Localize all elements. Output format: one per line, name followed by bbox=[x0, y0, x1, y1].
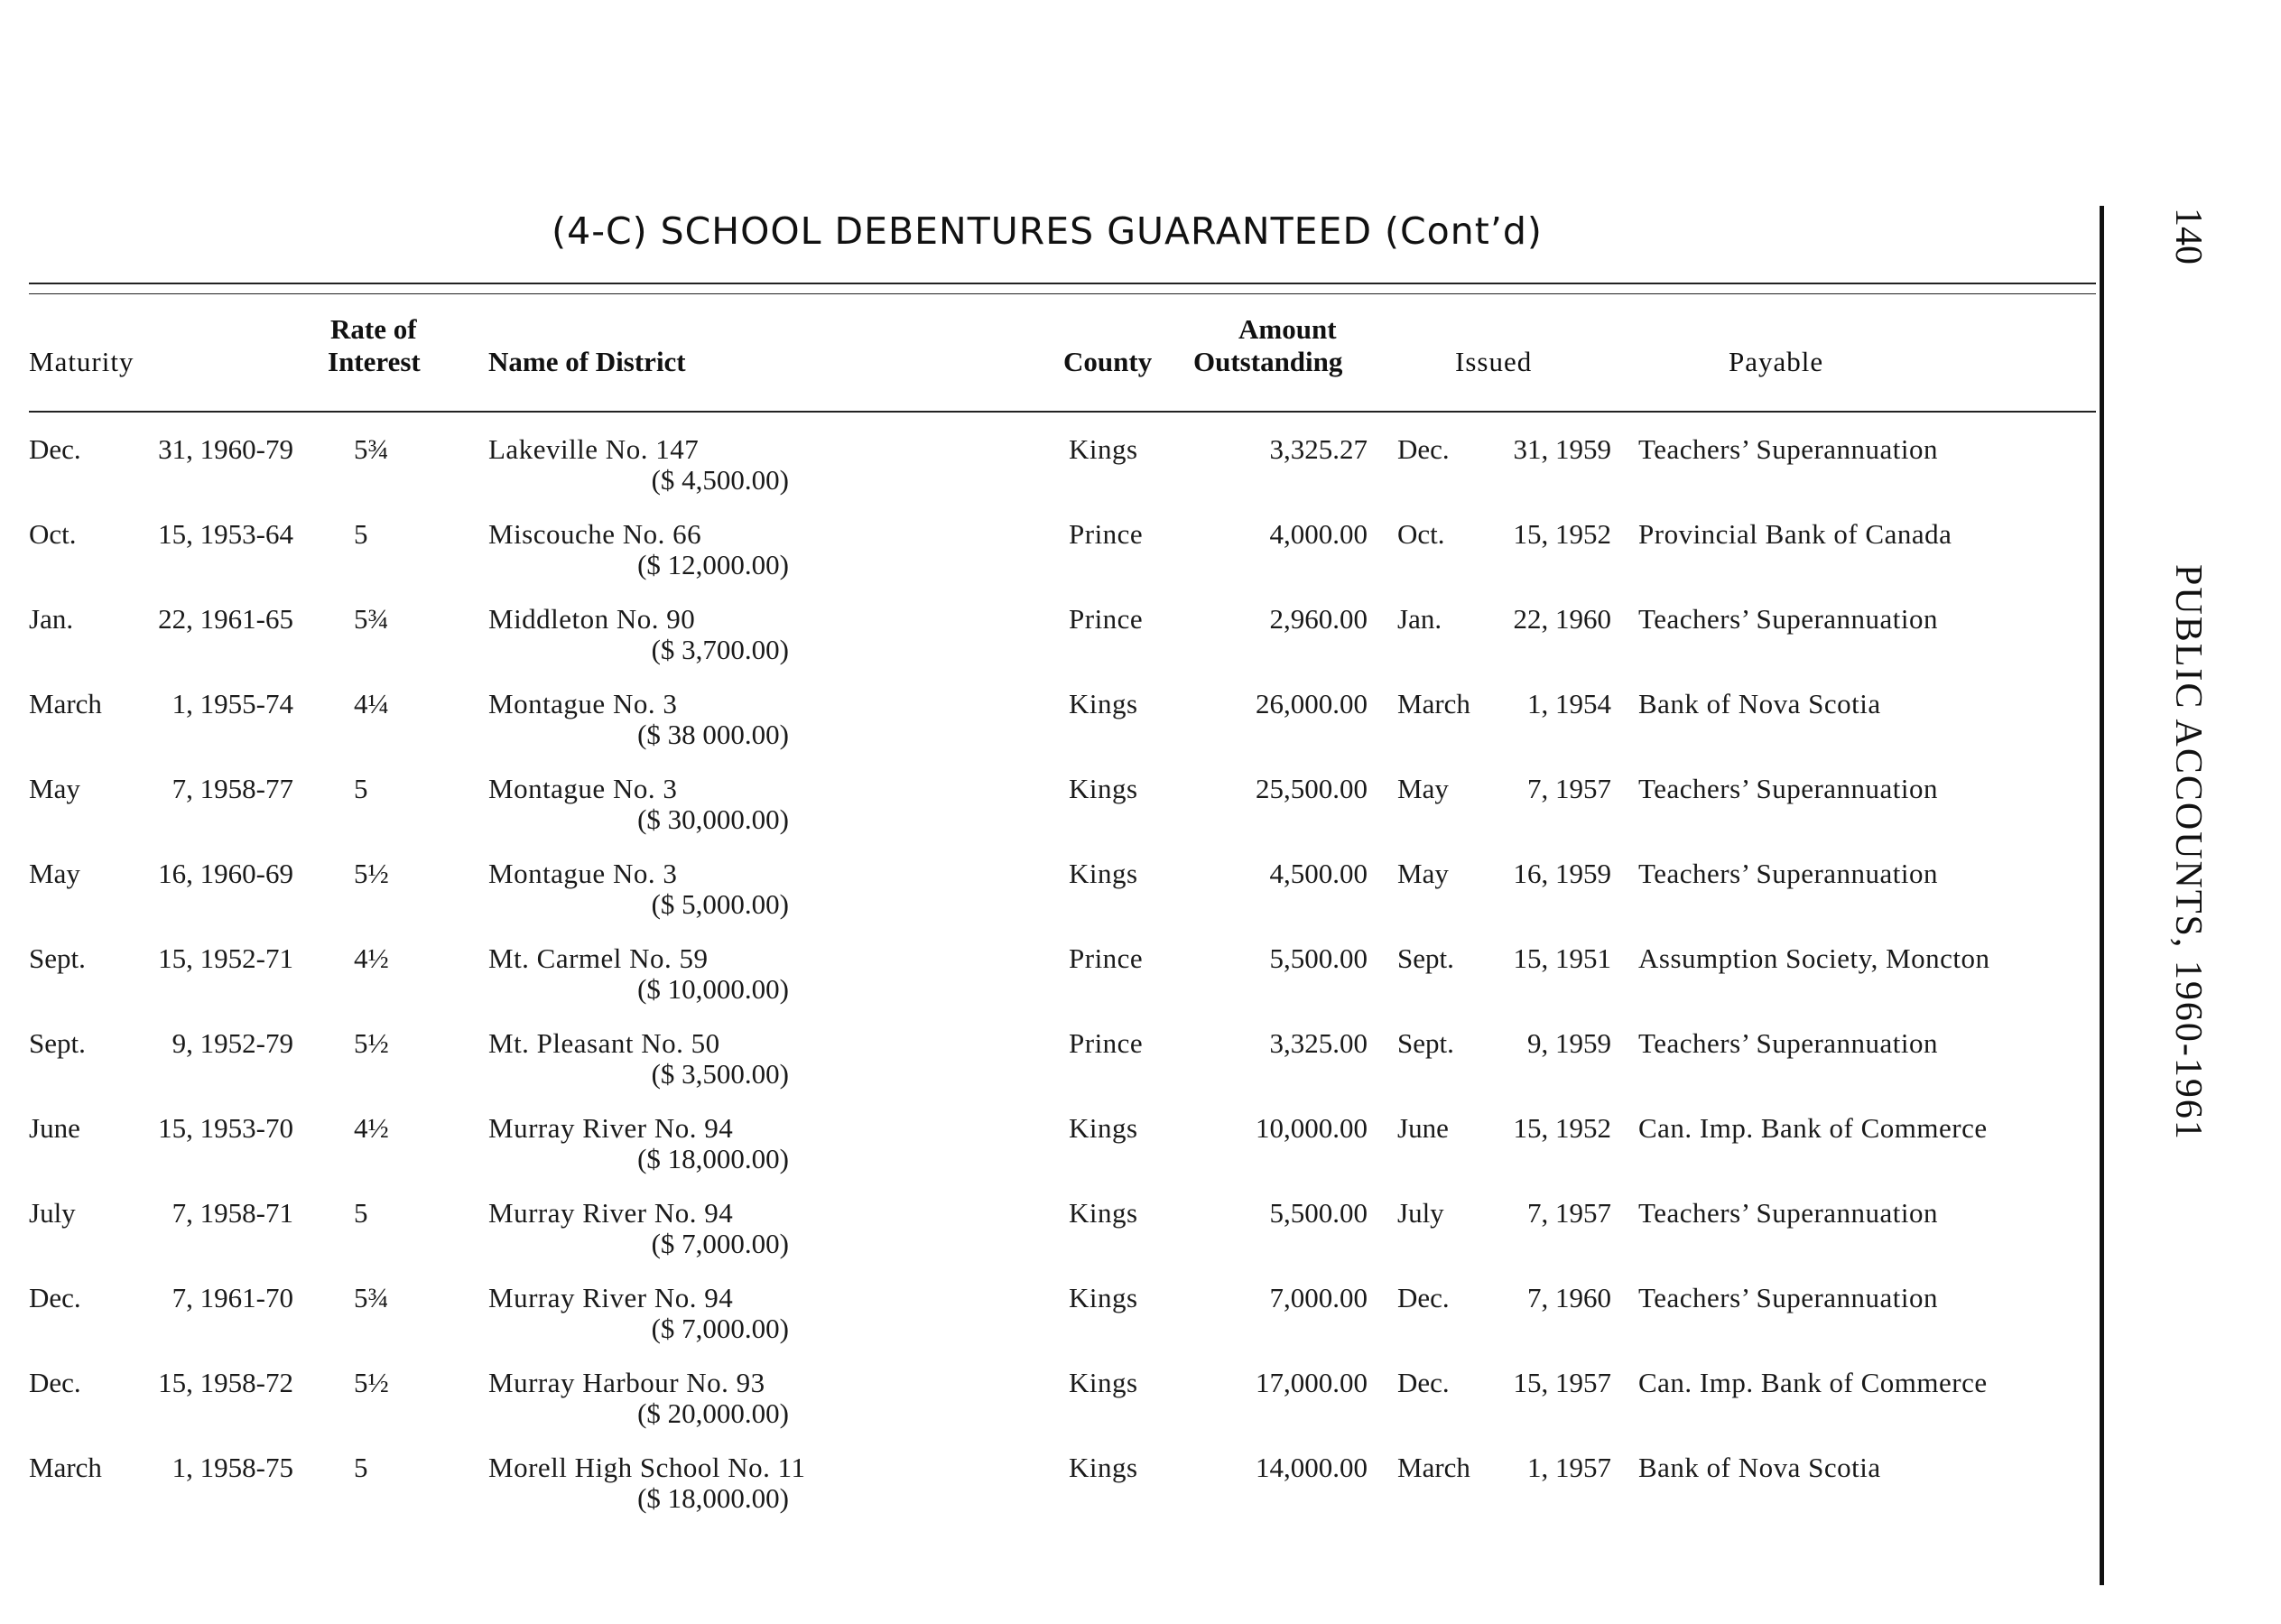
amount-outstanding: 4,500.00 bbox=[1269, 858, 1368, 889]
maturity-years: 7, 1961-70 bbox=[172, 1282, 293, 1313]
payable-to: Teachers’ Superannuation bbox=[1638, 1282, 1939, 1313]
amount-outstanding: 14,000.00 bbox=[1256, 1452, 1368, 1483]
payable-to: Teachers’ Superannuation bbox=[1638, 1197, 1939, 1229]
maturity-month: Jan. bbox=[29, 603, 74, 635]
interest-rate: 5 bbox=[354, 1452, 368, 1483]
original-amount: ($ 3,700.00) bbox=[651, 634, 789, 665]
district-name: Lakeville No. 147 bbox=[488, 433, 700, 465]
amount-outstanding: 3,325.00 bbox=[1269, 1027, 1368, 1059]
district-name: Mt. Pleasant No. 50 bbox=[488, 1027, 720, 1059]
payable-to: Can. Imp. Bank of Commerce bbox=[1638, 1112, 1988, 1144]
interest-rate: 4¼ bbox=[354, 688, 389, 719]
original-amount: ($ 20,000.00) bbox=[637, 1397, 789, 1429]
county: Kings bbox=[1069, 433, 1138, 465]
table-row bbox=[0, 1367, 2112, 1448]
payable-to: Teachers’ Superannuation bbox=[1638, 773, 1939, 804]
original-amount: ($ 10,000.00) bbox=[637, 973, 789, 1005]
district-name: Montague No. 3 bbox=[488, 688, 678, 719]
amount-outstanding: 5,500.00 bbox=[1269, 942, 1368, 974]
maturity-month: Sept. bbox=[29, 942, 86, 974]
interest-rate: 5½ bbox=[354, 1367, 389, 1398]
maturity-month: May bbox=[29, 773, 80, 804]
header-rate-line1: Rate of bbox=[330, 313, 417, 345]
header-amount-line1: Amount bbox=[1238, 313, 1337, 345]
header-maturity: Maturity bbox=[29, 346, 134, 377]
issued-date: 15, 1957 bbox=[1513, 1367, 1611, 1398]
maturity-month: Oct. bbox=[29, 518, 77, 550]
payable-to: Can. Imp. Bank of Commerce bbox=[1638, 1367, 1988, 1398]
district-name: Miscouche No. 66 bbox=[488, 518, 702, 550]
issued-date: 15, 1951 bbox=[1513, 942, 1611, 974]
issued-date: 31, 1959 bbox=[1513, 433, 1611, 465]
header-county: County bbox=[1063, 346, 1153, 377]
original-amount: ($ 3,500.00) bbox=[651, 1058, 789, 1090]
maturity-years: 9, 1952-79 bbox=[172, 1027, 293, 1059]
header-district: Name of District bbox=[488, 346, 686, 377]
issued-date: 1, 1957 bbox=[1527, 1452, 1611, 1483]
issued-date: 7, 1957 bbox=[1527, 1197, 1611, 1229]
payable-to: Provincial Bank of Canada bbox=[1638, 518, 1952, 550]
running-head: PUBLIC ACCOUNTS, 1960-1961 bbox=[2167, 564, 2209, 1141]
original-amount: ($ 5,000.00) bbox=[651, 888, 789, 920]
issued-month: Oct. bbox=[1397, 518, 1445, 550]
issued-date: 15, 1952 bbox=[1513, 1112, 1611, 1144]
page-number: 140 bbox=[2167, 208, 2209, 264]
issued-month: May bbox=[1397, 773, 1449, 804]
original-amount: ($ 7,000.00) bbox=[651, 1228, 789, 1259]
interest-rate: 5¾ bbox=[354, 603, 389, 635]
issued-date: 1, 1954 bbox=[1527, 688, 1611, 719]
amount-outstanding: 25,500.00 bbox=[1256, 773, 1368, 804]
amount-outstanding: 5,500.00 bbox=[1269, 1197, 1368, 1229]
table-row bbox=[0, 688, 2112, 769]
interest-rate: 4½ bbox=[354, 1112, 389, 1144]
amount-outstanding: 10,000.00 bbox=[1256, 1112, 1368, 1144]
issued-month: Sept. bbox=[1397, 942, 1454, 974]
maturity-month: June bbox=[29, 1112, 80, 1144]
interest-rate: 5¾ bbox=[354, 433, 389, 465]
maturity-years: 1, 1958-75 bbox=[172, 1452, 293, 1483]
interest-rate: 5 bbox=[354, 773, 368, 804]
title-rule-top bbox=[29, 283, 2096, 284]
maturity-month: Dec. bbox=[29, 433, 81, 465]
payable-to: Bank of Nova Scotia bbox=[1638, 688, 1881, 719]
issued-month: June bbox=[1397, 1112, 1449, 1144]
table-row bbox=[0, 603, 2112, 684]
interest-rate: 5 bbox=[354, 518, 368, 550]
table-row bbox=[0, 773, 2112, 854]
issued-month: Dec. bbox=[1397, 1282, 1450, 1313]
payable-to: Teachers’ Superannuation bbox=[1638, 433, 1939, 465]
table-row bbox=[0, 1197, 2112, 1278]
district-name: Murray Harbour No. 93 bbox=[488, 1367, 765, 1398]
county: Kings bbox=[1069, 1282, 1138, 1313]
amount-outstanding: 2,960.00 bbox=[1269, 603, 1368, 635]
county: Prince bbox=[1069, 518, 1144, 550]
amount-outstanding: 17,000.00 bbox=[1256, 1367, 1368, 1398]
district-name: Mt. Carmel No. 59 bbox=[488, 942, 709, 974]
table-row bbox=[0, 942, 2112, 1024]
interest-rate: 5½ bbox=[354, 858, 389, 889]
maturity-month: March bbox=[29, 1452, 102, 1483]
issued-date: 9, 1959 bbox=[1527, 1027, 1611, 1059]
issued-date: 15, 1952 bbox=[1513, 518, 1611, 550]
county: Kings bbox=[1069, 773, 1138, 804]
original-amount: ($ 30,000.00) bbox=[637, 803, 789, 835]
table-row bbox=[0, 1112, 2112, 1193]
county: Kings bbox=[1069, 1197, 1138, 1229]
header-issued: Issued bbox=[1455, 346, 1533, 377]
county: Kings bbox=[1069, 688, 1138, 719]
district-name: Murray River No. 94 bbox=[488, 1112, 734, 1144]
county: Kings bbox=[1069, 1452, 1138, 1483]
table-row bbox=[0, 518, 2112, 599]
interest-rate: 4½ bbox=[354, 942, 389, 974]
district-name: Middleton No. 90 bbox=[488, 603, 696, 635]
issued-month: Jan. bbox=[1397, 603, 1442, 635]
maturity-years: 15, 1952-71 bbox=[158, 942, 293, 974]
issued-month: Sept. bbox=[1397, 1027, 1454, 1059]
issued-date: 7, 1957 bbox=[1527, 773, 1611, 804]
maturity-month: Dec. bbox=[29, 1367, 81, 1398]
issued-month: March bbox=[1397, 1452, 1470, 1483]
original-amount: ($ 38 000.00) bbox=[637, 719, 789, 750]
maturity-month: Dec. bbox=[29, 1282, 81, 1313]
original-amount: ($ 12,000.00) bbox=[637, 549, 789, 580]
maturity-years: 7, 1958-71 bbox=[172, 1197, 293, 1229]
county: Kings bbox=[1069, 1367, 1138, 1398]
header-amount-line2: Outstanding bbox=[1193, 346, 1343, 377]
county: Kings bbox=[1069, 1112, 1138, 1144]
payable-to: Assumption Society, Moncton bbox=[1638, 942, 1990, 974]
maturity-years: 15, 1958-72 bbox=[158, 1367, 293, 1398]
issued-month: Dec. bbox=[1397, 433, 1450, 465]
maturity-years: 16, 1960-69 bbox=[158, 858, 293, 889]
district-name: Murray River No. 94 bbox=[488, 1197, 734, 1229]
margin-rule bbox=[2100, 206, 2104, 1585]
county: Prince bbox=[1069, 603, 1144, 635]
district-name: Montague No. 3 bbox=[488, 858, 678, 889]
amount-outstanding: 3,325.27 bbox=[1269, 433, 1368, 465]
maturity-month: May bbox=[29, 858, 80, 889]
district-name: Morell High School No. 11 bbox=[488, 1452, 806, 1483]
original-amount: ($ 7,000.00) bbox=[651, 1313, 789, 1344]
table-row bbox=[0, 1027, 2112, 1109]
issued-month: Dec. bbox=[1397, 1367, 1450, 1398]
maturity-years: 7, 1958-77 bbox=[172, 773, 293, 804]
title-rule-bottom bbox=[29, 293, 2096, 294]
header-rate-line2: Interest bbox=[328, 346, 421, 377]
original-amount: ($ 18,000.00) bbox=[637, 1482, 789, 1514]
interest-rate: 5½ bbox=[354, 1027, 389, 1059]
table-row bbox=[0, 433, 2112, 515]
payable-to: Bank of Nova Scotia bbox=[1638, 1452, 1881, 1483]
issued-month: March bbox=[1397, 688, 1470, 719]
maturity-years: 15, 1953-70 bbox=[158, 1112, 293, 1144]
amount-outstanding: 26,000.00 bbox=[1256, 688, 1368, 719]
district-name: Montague No. 3 bbox=[488, 773, 678, 804]
amount-outstanding: 7,000.00 bbox=[1269, 1282, 1368, 1313]
original-amount: ($ 4,500.00) bbox=[651, 464, 789, 496]
table-row bbox=[0, 1452, 2112, 1533]
county: Prince bbox=[1069, 1027, 1144, 1059]
payable-to: Teachers’ Superannuation bbox=[1638, 858, 1939, 889]
issued-date: 7, 1960 bbox=[1527, 1282, 1611, 1313]
amount-outstanding: 4,000.00 bbox=[1269, 518, 1368, 550]
issued-month: May bbox=[1397, 858, 1449, 889]
maturity-years: 22, 1961-65 bbox=[158, 603, 293, 635]
county: Prince bbox=[1069, 942, 1144, 974]
payable-to: Teachers’ Superannuation bbox=[1638, 1027, 1939, 1059]
interest-rate: 5¾ bbox=[354, 1282, 389, 1313]
table-row bbox=[0, 1282, 2112, 1363]
issued-date: 22, 1960 bbox=[1513, 603, 1611, 635]
issued-date: 16, 1959 bbox=[1513, 858, 1611, 889]
maturity-month: July bbox=[29, 1197, 76, 1229]
header-payable: Payable bbox=[1729, 346, 1824, 377]
page-title: (4-C) SCHOOL DEBENTURES GUARANTEED (Cont’d) bbox=[552, 209, 1543, 253]
maturity-month: March bbox=[29, 688, 102, 719]
maturity-years: 31, 1960-79 bbox=[158, 433, 293, 465]
maturity-years: 1, 1955-74 bbox=[172, 688, 293, 719]
district-name: Murray River No. 94 bbox=[488, 1282, 734, 1313]
interest-rate: 5 bbox=[354, 1197, 368, 1229]
header-rule bbox=[29, 411, 2096, 413]
payable-to: Teachers’ Superannuation bbox=[1638, 603, 1939, 635]
county: Kings bbox=[1069, 858, 1138, 889]
maturity-month: Sept. bbox=[29, 1027, 86, 1059]
maturity-years: 15, 1953-64 bbox=[158, 518, 293, 550]
issued-month: July bbox=[1397, 1197, 1444, 1229]
table-row bbox=[0, 858, 2112, 939]
original-amount: ($ 18,000.00) bbox=[637, 1143, 789, 1174]
